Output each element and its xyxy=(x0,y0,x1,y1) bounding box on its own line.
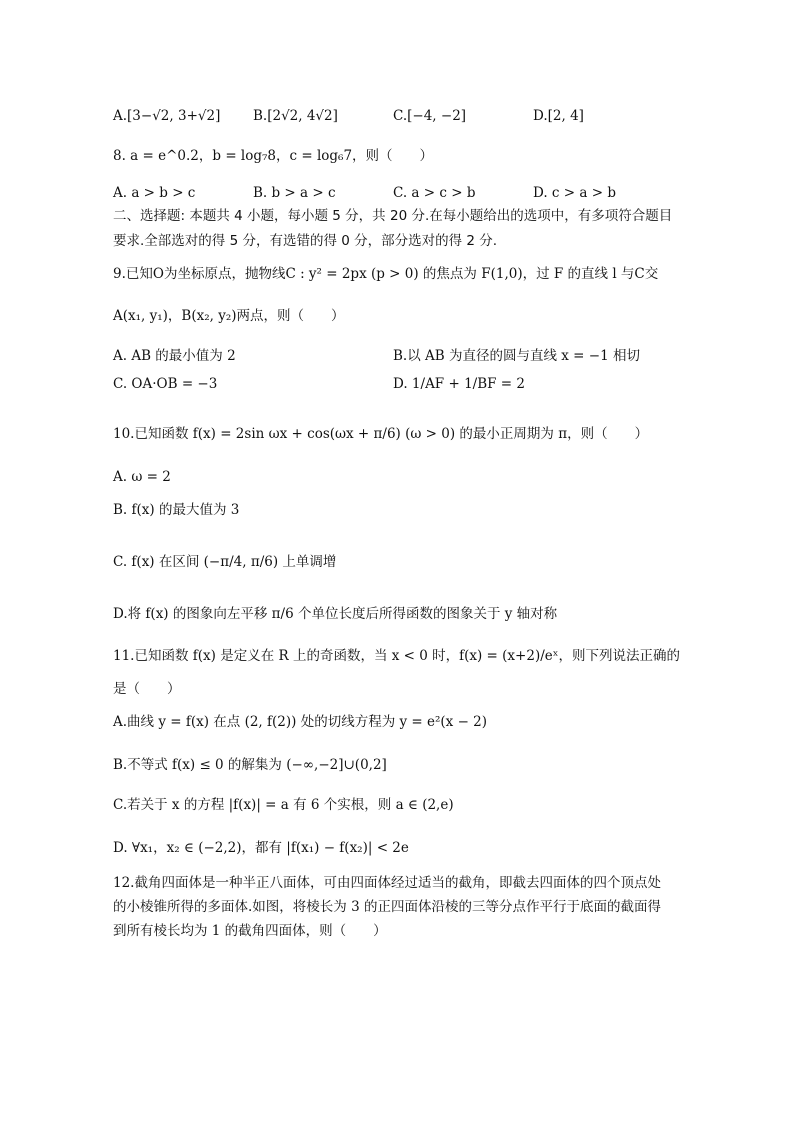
q11-option-c: C.若关于 x 的方程 |f(x)| = a 有 6 个实根，则 a ∈ (2,e) xyxy=(113,797,454,813)
q12-line2: 的小棱锥所得的多面体.如图，将棱长为 3 的正四面体沿棱的三等分点作平行于底面的截面得 xyxy=(113,899,661,915)
section2-heading-line2: 要求.全部选对的得 5 分，有选错的得 0 分，部分选对的得 2 分. xyxy=(113,233,498,249)
q9-option-c: C. OA·OB = −3 xyxy=(113,376,218,392)
q10-option-c: C. f(x) 在区间 (−π/4, π/6) 上单调增 xyxy=(113,554,337,570)
q9-option-d: D. 1/AF + 1/BF = 2 xyxy=(393,376,525,392)
q7-option-d: D.[2, 4] xyxy=(533,108,584,124)
q10-option-d: D.将 f(x) 的图象向左平移 π/6 个单位长度后所得函数的图象关于 y 轴对称 xyxy=(113,606,558,622)
q9-stem-line1: 9.已知O为坐标原点，抛物线C : y² = 2px (p > 0) 的焦点为 F(1,0)，过 F 的直线 l 与C交 xyxy=(113,266,659,282)
q12-line1: 12.截角四面体是一种半正八面体，可由四面体经过适当的截角，即截去四面体的四个顶点处 xyxy=(113,875,661,891)
section2-heading-line1: 二、选择题: 本题共 4 小题，每小题 5 分，共 20 分.在每小题给出的选项中，有多项符合题目 xyxy=(113,208,673,224)
q9-option-b: B.以 AB 为直径的圆与直线 x = −1 相切 xyxy=(393,348,640,364)
q7-options xyxy=(113,108,693,124)
q7-option-c: C.[−4, −2] xyxy=(393,108,467,124)
q8-option-b: B. b > a > c xyxy=(253,185,336,201)
q11-option-a: A.曲线 y = f(x) 在点 (2, f(2)) 处的切线方程为 y = e²(x − 2) xyxy=(113,714,488,730)
q7-option-a: A.[3−√2, 3+√2] xyxy=(113,108,221,124)
q9-stem-line2: A(x₁, y₁)，B(x₂, y₂)两点，则（ ） xyxy=(113,308,345,324)
q8-option-d: D. c > a > b xyxy=(533,185,616,201)
q7-option-b: B.[2√2, 4√2] xyxy=(253,108,338,124)
q10-option-b: B. f(x) 的最大值为 3 xyxy=(113,502,240,518)
q12-line3: 到所有棱长均为 1 的截角四面体，则（ ） xyxy=(113,923,387,939)
q9-option-a: A. AB 的最小值为 2 xyxy=(113,348,236,364)
q8-stem: 8. a = e^0.2，b = log₇8，c = log₆7，则（ ） xyxy=(113,148,434,164)
q8-options xyxy=(113,185,693,201)
q10-option-a: A. ω = 2 xyxy=(113,469,171,485)
q11-stem-line2: 是（ ） xyxy=(113,681,181,697)
q8-option-a: A. a > b > c xyxy=(113,185,196,201)
q8-option-c: C. a > c > b xyxy=(393,185,476,201)
q10-stem: 10.已知函数 f(x) = 2sin ωx + cos(ωx + π/6) (ω > 0) 的最小正周期为 π，则（ ） xyxy=(113,426,649,442)
q11-stem-line1: 11.已知函数 f(x) 是定义在 R 上的奇函数，当 x < 0 时，f(x) = (x+2)/eˣ，则下列说法正确的 xyxy=(113,648,680,664)
q11-option-b: B.不等式 f(x) ≤ 0 的解集为 (−∞,−2]∪(0,2] xyxy=(113,757,387,773)
q11-option-d: D. ∀x₁，x₂ ∈ (−2,2)，都有 |f(x₁) − f(x₂)| < 2e xyxy=(113,840,409,856)
